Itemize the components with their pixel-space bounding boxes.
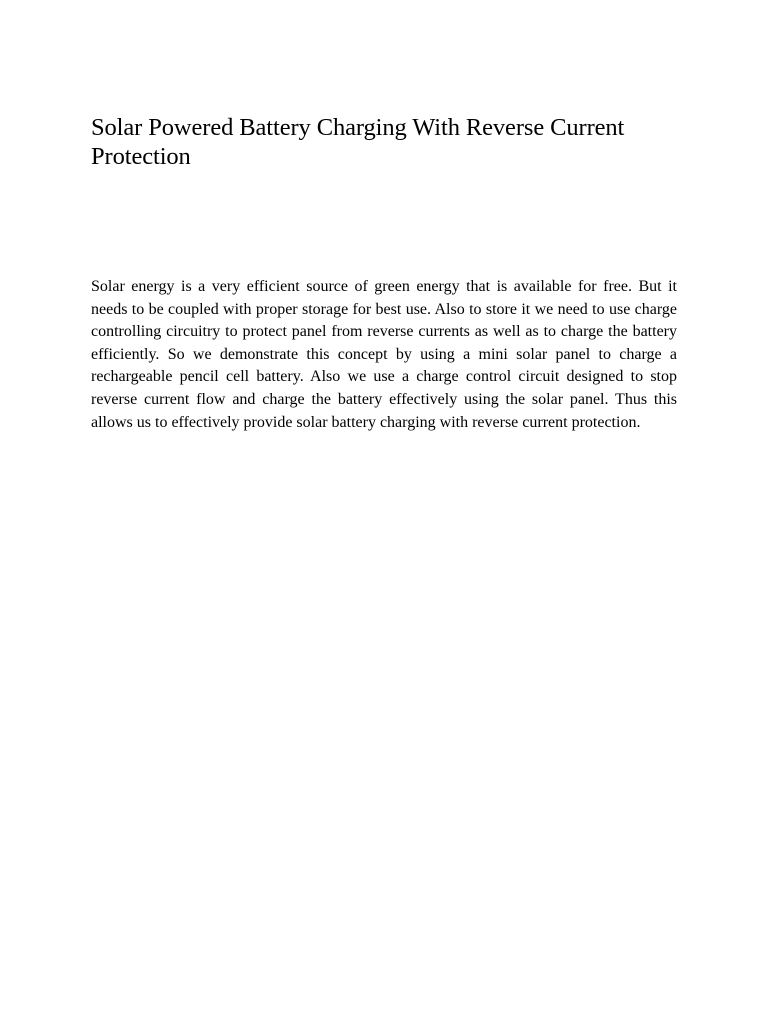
document-title: Solar Powered Battery Charging With Reverse Current Protection xyxy=(91,114,625,170)
document-body-paragraph: Solar energy is a very efficient source of green energy that is available for free. But it needs to be coupled with proper storage for best use. Also to store it we need to use charge controlling circuitry to protect panel from reverse currents as well as to charge the battery efficiently. So we demonstrate this concept by using a mini solar panel to charge a rechargeable pencil cell battery. Also we use a charge control circuit designed to stop reverse current flow and charge the battery effectively using the solar panel. Thus this allows us to effectively provide solar battery charging with reverse current protection. xyxy=(91,278,677,431)
